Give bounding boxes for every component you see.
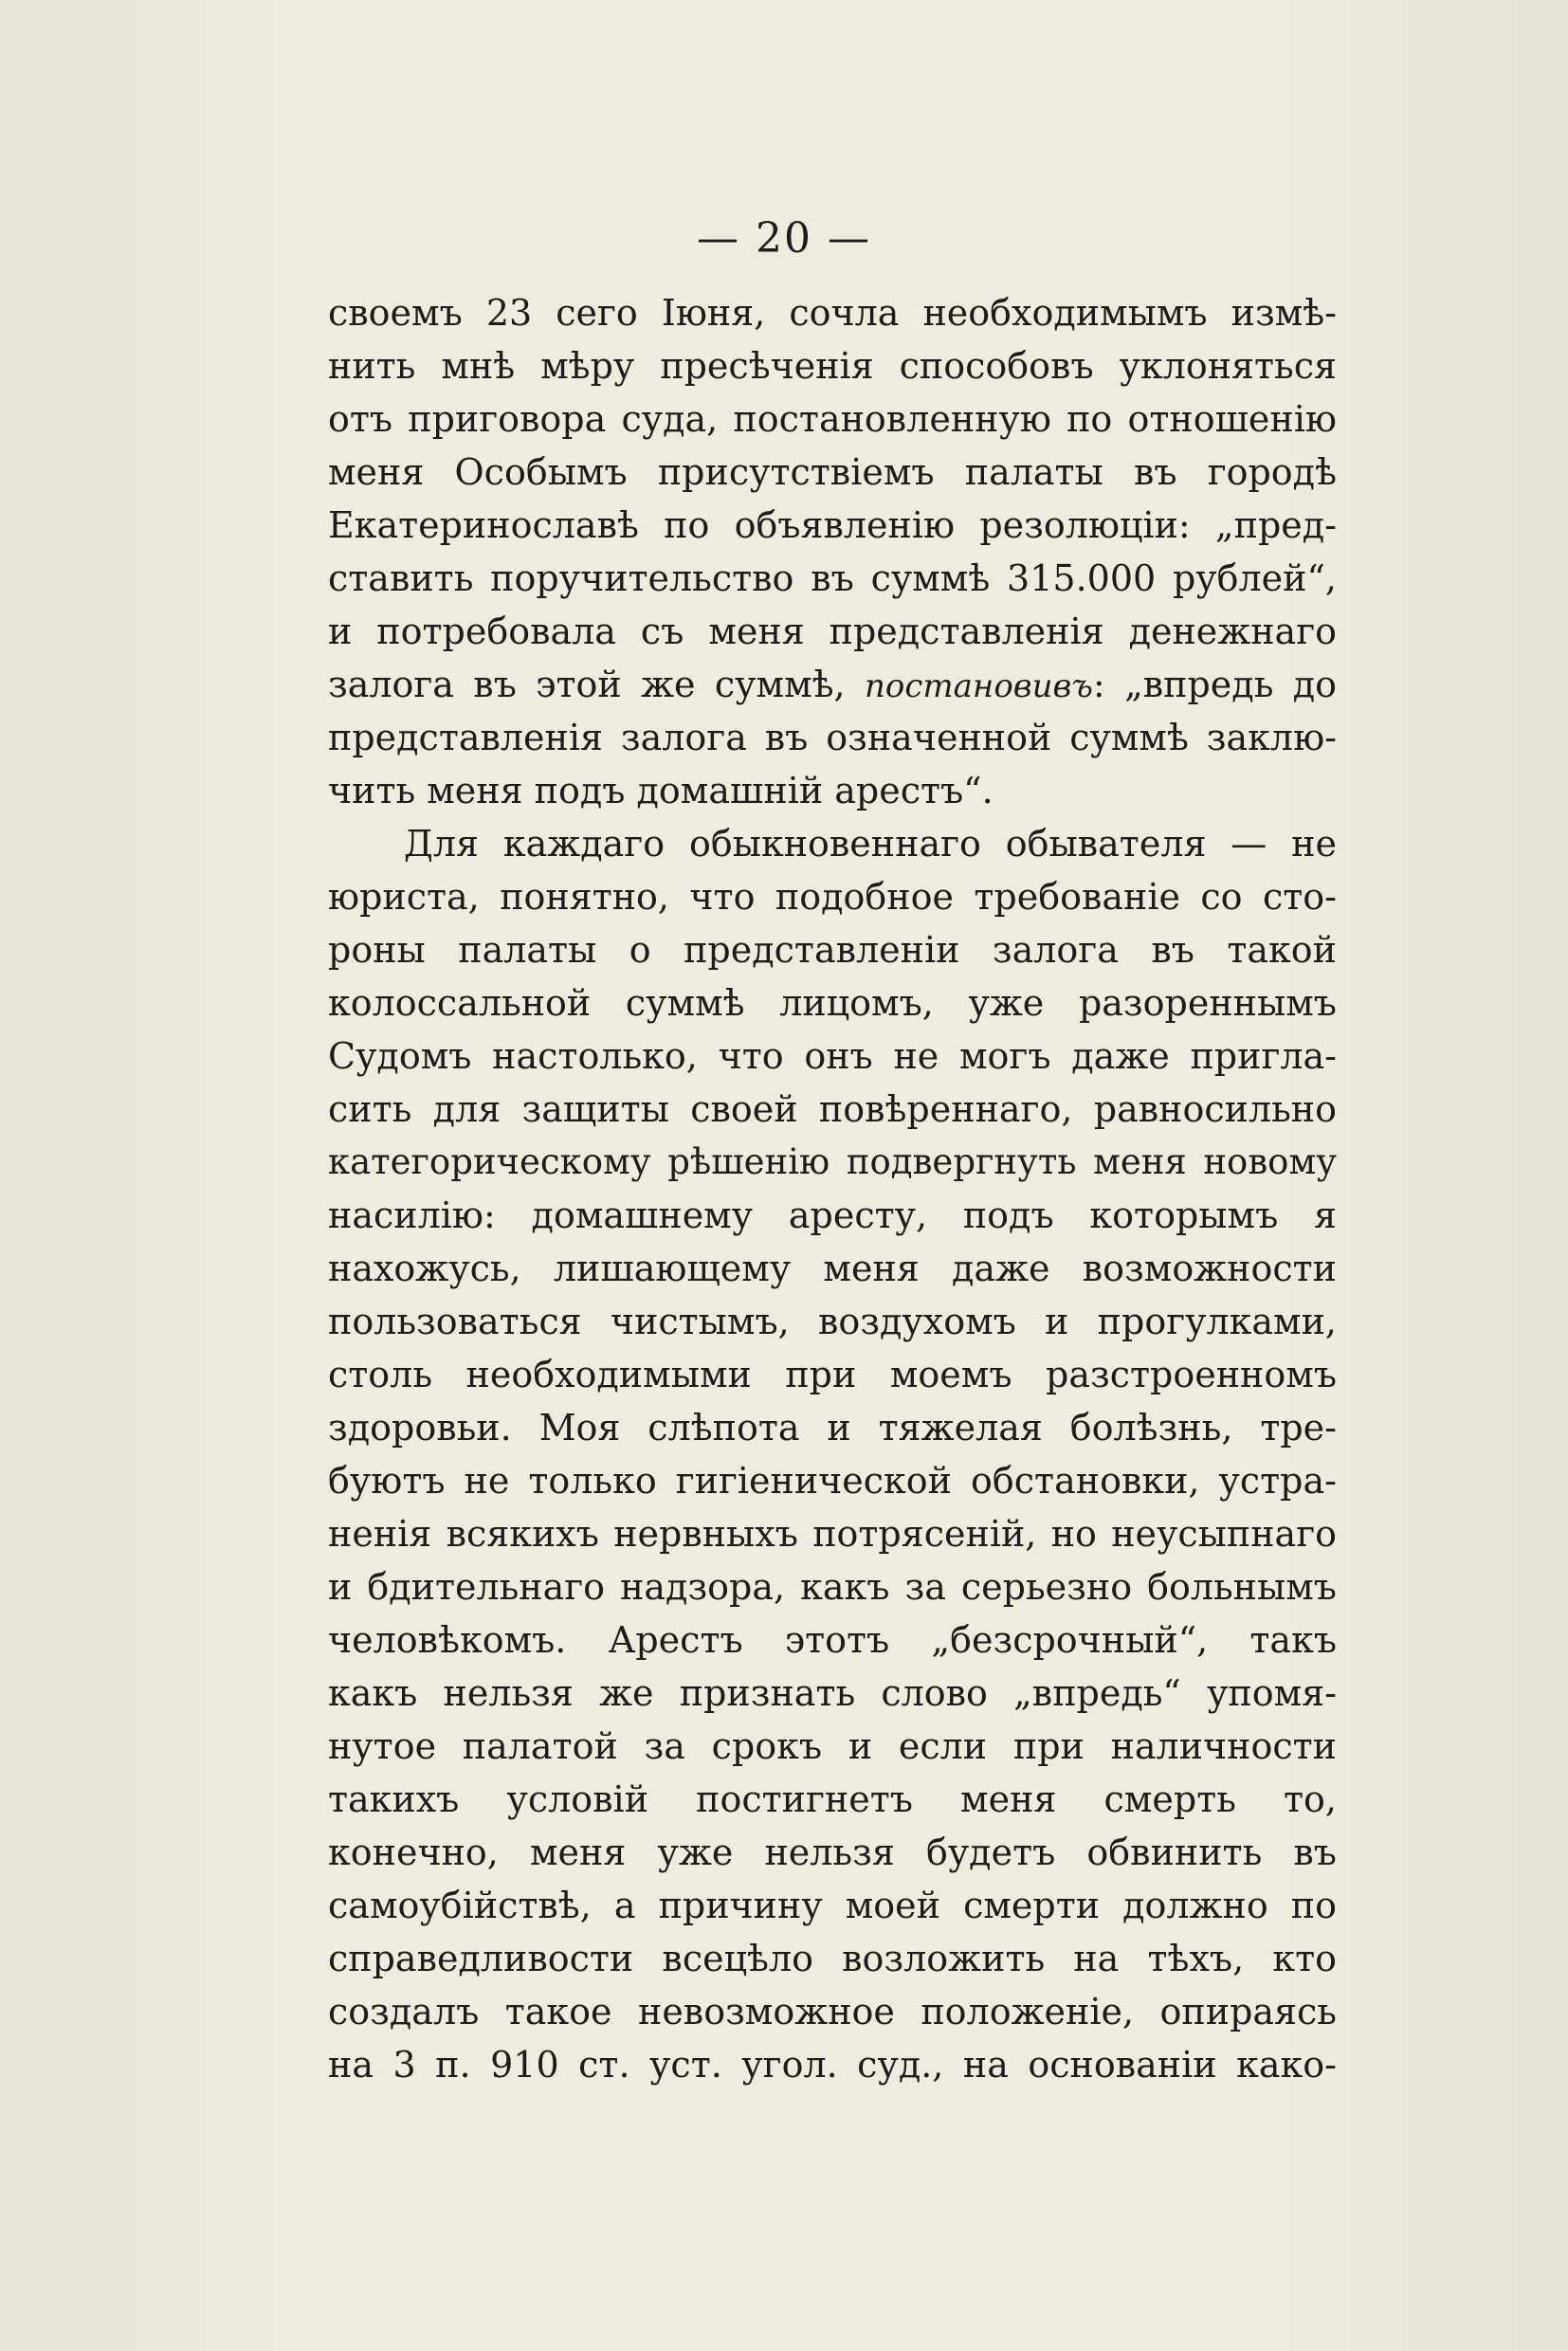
- text-line: пользоваться чистымъ, воздухомъ и прогулками,: [328, 1301, 1337, 1342]
- text-line: самоубійствѣ, а причину моей смерти должно по: [328, 1885, 1337, 1926]
- text-line: юриста, понятно, что подобное требованіе со сто-: [328, 876, 1337, 918]
- text-line: и потребовала съ меня представленія денежнаго: [328, 611, 1337, 652]
- text-line: нить мнѣ мѣру пресѣченія способовъ уклоняться: [328, 345, 1337, 387]
- text-line: колоссальной суммѣ лицомъ, уже разореннымъ: [328, 982, 1337, 1024]
- text-line: категорическому рѣшенію подвергнуть меня новому: [328, 1141, 1337, 1182]
- text-line: и бдительнаго надзора, какъ за серьезно больнымъ: [328, 1566, 1337, 1608]
- text-line: буютъ не только гигіенической обстановки, устра-: [328, 1460, 1337, 1502]
- text-line: своемъ 23 сего Іюня, сочла необходимымъ измѣ-: [328, 292, 1337, 334]
- text-line: [328, 658, 1337, 711]
- text-line: какъ нельзя же признать слово „впредь“ упомя-: [328, 1672, 1337, 1714]
- text-line: справедливости всецѣло возложить на тѣхъ, кто: [328, 1938, 1337, 1979]
- paragraph-first-line: Для каждаго обыкновеннаго обывателя — не: [404, 823, 1337, 865]
- text-line: представленія залога въ означенной суммѣ заклю-: [328, 717, 1337, 758]
- text-line: конечно, меня уже нельзя будетъ обвинить въ: [328, 1832, 1337, 1873]
- italic-word: постановивъ: [865, 667, 1093, 705]
- text-fragment: залога въ этой же суммѣ,: [328, 664, 846, 705]
- text-line: меня Особымъ присутствіемъ палаты въ городѣ: [328, 451, 1337, 493]
- text-line: Судомъ настолько, что онъ не могъ даже пригла-: [328, 1035, 1337, 1077]
- text-line: нахожусь, лишающему меня даже возможности: [328, 1248, 1337, 1289]
- text-line: нутое палатой за срокъ и если при наличности: [328, 1725, 1337, 1767]
- text-line: здоровьи. Моя слѣпота и тяжелая болѣзнь, тре-: [328, 1407, 1337, 1449]
- text-line: отъ приговора суда, постановленную по отношенію: [328, 398, 1337, 440]
- text-line: роны палаты о представленіи залога въ такой: [328, 929, 1337, 971]
- text-line: человѣкомъ. Арестъ этотъ „безсрочный“, такъ: [328, 1619, 1337, 1661]
- text-line: такихъ условій постигнетъ меня смерть то,: [328, 1778, 1337, 1820]
- paragraph-end-line: чить меня подъ домашній арестъ“.: [328, 770, 994, 811]
- text-line: ставить поручительство въ суммѣ 315.000 рублей“,: [328, 557, 1337, 599]
- text-line: на 3 п. 910 ст. уст. угол. суд., на основаніи како-: [328, 2044, 1337, 2086]
- text-line: столь необходимыми при моемъ разстроенномъ: [328, 1354, 1337, 1395]
- text-line: ненія всякихъ нервныхъ потрясеній, но неусыпнаго: [328, 1513, 1337, 1555]
- text-line: сить для защиты своей повѣреннаго, равносильно: [328, 1088, 1337, 1130]
- text-line: Екатеринославѣ по объявленію резолюціи: „пред-: [328, 504, 1337, 546]
- body-text: [328, 286, 1337, 2091]
- text-line: создалъ такое невозможное положеніе, опираясь: [328, 1991, 1337, 2032]
- page-number: — 20 —: [697, 214, 871, 263]
- text-fragment: : „впредь до: [1092, 664, 1337, 705]
- text-line: насилію: домашнему аресту, подъ которымъ я: [328, 1194, 1337, 1236]
